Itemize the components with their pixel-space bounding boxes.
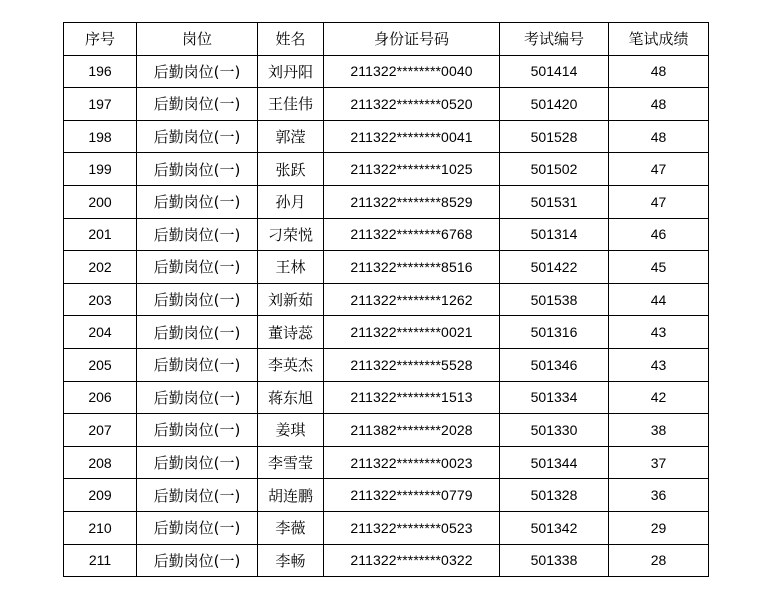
cell-written-score: 42	[609, 381, 709, 414]
cell-written-score: 43	[609, 348, 709, 381]
cell-id-number: 211322********1025	[324, 153, 500, 186]
cell-id-number: 211382********2028	[324, 414, 500, 447]
cell-id-number: 211322********0322	[324, 544, 500, 577]
cell-written-score: 48	[609, 88, 709, 121]
cell-written-score: 28	[609, 544, 709, 577]
cell-id-number: 211322********0021	[324, 316, 500, 349]
table-row	[64, 120, 709, 153]
cell-id-number: 211322********0040	[324, 55, 500, 88]
cell-id-number: 211322********8516	[324, 251, 500, 284]
table-row	[64, 153, 709, 186]
cell-name: 蒋东旭	[258, 381, 324, 414]
table-row	[64, 414, 709, 447]
cell-position: 后勤岗位(一)	[137, 544, 258, 577]
cell-seq: 200	[64, 185, 137, 218]
cell-exam-number: 501420	[500, 88, 609, 121]
cell-seq: 202	[64, 251, 137, 284]
table-row	[64, 511, 709, 544]
cell-id-number: 211322********1513	[324, 381, 500, 414]
cell-position: 后勤岗位(一)	[137, 153, 258, 186]
cell-position: 后勤岗位(一)	[137, 120, 258, 153]
cell-written-score: 48	[609, 55, 709, 88]
cell-name: 王佳伟	[258, 88, 324, 121]
cell-seq: 203	[64, 283, 137, 316]
cell-seq: 198	[64, 120, 137, 153]
cell-exam-number: 501528	[500, 120, 609, 153]
cell-seq: 204	[64, 316, 137, 349]
cell-written-score: 36	[609, 479, 709, 512]
cell-id-number: 211322********0023	[324, 446, 500, 479]
header-id-number: 身份证号码	[324, 23, 500, 56]
cell-exam-number: 501538	[500, 283, 609, 316]
cell-name: 李薇	[258, 511, 324, 544]
cell-seq: 197	[64, 88, 137, 121]
cell-name: 郭滢	[258, 120, 324, 153]
cell-name: 董诗蕊	[258, 316, 324, 349]
cell-exam-number: 501414	[500, 55, 609, 88]
table-row	[64, 218, 709, 251]
cell-exam-number: 501346	[500, 348, 609, 381]
table-row	[64, 446, 709, 479]
cell-exam-number: 501316	[500, 316, 609, 349]
cell-name: 姜琪	[258, 414, 324, 447]
table-row	[64, 55, 709, 88]
cell-position: 后勤岗位(一)	[137, 511, 258, 544]
cell-exam-number: 501334	[500, 381, 609, 414]
cell-seq: 199	[64, 153, 137, 186]
cell-written-score: 46	[609, 218, 709, 251]
table-row	[64, 479, 709, 512]
table-row	[64, 251, 709, 284]
header-exam-number: 考试编号	[500, 23, 609, 56]
cell-name: 刘新茹	[258, 283, 324, 316]
cell-seq: 201	[64, 218, 137, 251]
header-seq: 序号	[64, 23, 137, 56]
cell-written-score: 47	[609, 185, 709, 218]
cell-name: 刘丹阳	[258, 55, 324, 88]
cell-exam-number: 501342	[500, 511, 609, 544]
cell-exam-number: 501531	[500, 185, 609, 218]
cell-id-number: 211322********8529	[324, 185, 500, 218]
cell-position: 后勤岗位(一)	[137, 88, 258, 121]
cell-position: 后勤岗位(一)	[137, 218, 258, 251]
cell-name: 李畅	[258, 544, 324, 577]
cell-id-number: 211322********6768	[324, 218, 500, 251]
cell-exam-number: 501330	[500, 414, 609, 447]
cell-seq: 207	[64, 414, 137, 447]
cell-name: 李英杰	[258, 348, 324, 381]
header-name: 姓名	[258, 23, 324, 56]
table-row	[64, 544, 709, 577]
cell-seq: 196	[64, 55, 137, 88]
cell-name: 王林	[258, 251, 324, 284]
header-position: 岗位	[137, 23, 258, 56]
table-row	[64, 348, 709, 381]
cell-id-number: 211322********0041	[324, 120, 500, 153]
cell-name: 张跃	[258, 153, 324, 186]
cell-id-number: 211322********0779	[324, 479, 500, 512]
cell-exam-number: 501314	[500, 218, 609, 251]
score-table	[63, 22, 709, 577]
cell-position: 后勤岗位(一)	[137, 446, 258, 479]
table-row	[64, 88, 709, 121]
cell-seq: 211	[64, 544, 137, 577]
cell-position: 后勤岗位(一)	[137, 283, 258, 316]
cell-name: 李雪莹	[258, 446, 324, 479]
cell-exam-number: 501328	[500, 479, 609, 512]
cell-id-number: 211322********0523	[324, 511, 500, 544]
cell-written-score: 38	[609, 414, 709, 447]
cell-position: 后勤岗位(一)	[137, 348, 258, 381]
cell-exam-number: 501422	[500, 251, 609, 284]
header-row	[64, 23, 709, 56]
cell-written-score: 48	[609, 120, 709, 153]
table-row	[64, 185, 709, 218]
cell-position: 后勤岗位(一)	[137, 479, 258, 512]
cell-name: 刁荣悦	[258, 218, 324, 251]
cell-written-score: 47	[609, 153, 709, 186]
table-row	[64, 316, 709, 349]
cell-position: 后勤岗位(一)	[137, 381, 258, 414]
cell-written-score: 43	[609, 316, 709, 349]
cell-exam-number: 501338	[500, 544, 609, 577]
cell-exam-number: 501344	[500, 446, 609, 479]
header-written-score: 笔试成绩	[609, 23, 709, 56]
cell-written-score: 29	[609, 511, 709, 544]
cell-id-number: 211322********1262	[324, 283, 500, 316]
cell-name: 胡连鹏	[258, 479, 324, 512]
cell-seq: 208	[64, 446, 137, 479]
cell-position: 后勤岗位(一)	[137, 251, 258, 284]
cell-id-number: 211322********5528	[324, 348, 500, 381]
cell-position: 后勤岗位(一)	[137, 185, 258, 218]
cell-position: 后勤岗位(一)	[137, 55, 258, 88]
table-row	[64, 283, 709, 316]
table-row	[64, 381, 709, 414]
table-body	[64, 55, 709, 577]
cell-exam-number: 501502	[500, 153, 609, 186]
cell-position: 后勤岗位(一)	[137, 414, 258, 447]
cell-written-score: 45	[609, 251, 709, 284]
cell-name: 孙月	[258, 185, 324, 218]
cell-seq: 206	[64, 381, 137, 414]
cell-position: 后勤岗位(一)	[137, 316, 258, 349]
cell-written-score: 37	[609, 446, 709, 479]
cell-seq: 205	[64, 348, 137, 381]
cell-written-score: 44	[609, 283, 709, 316]
cell-id-number: 211322********0520	[324, 88, 500, 121]
cell-seq: 209	[64, 479, 137, 512]
cell-seq: 210	[64, 511, 137, 544]
